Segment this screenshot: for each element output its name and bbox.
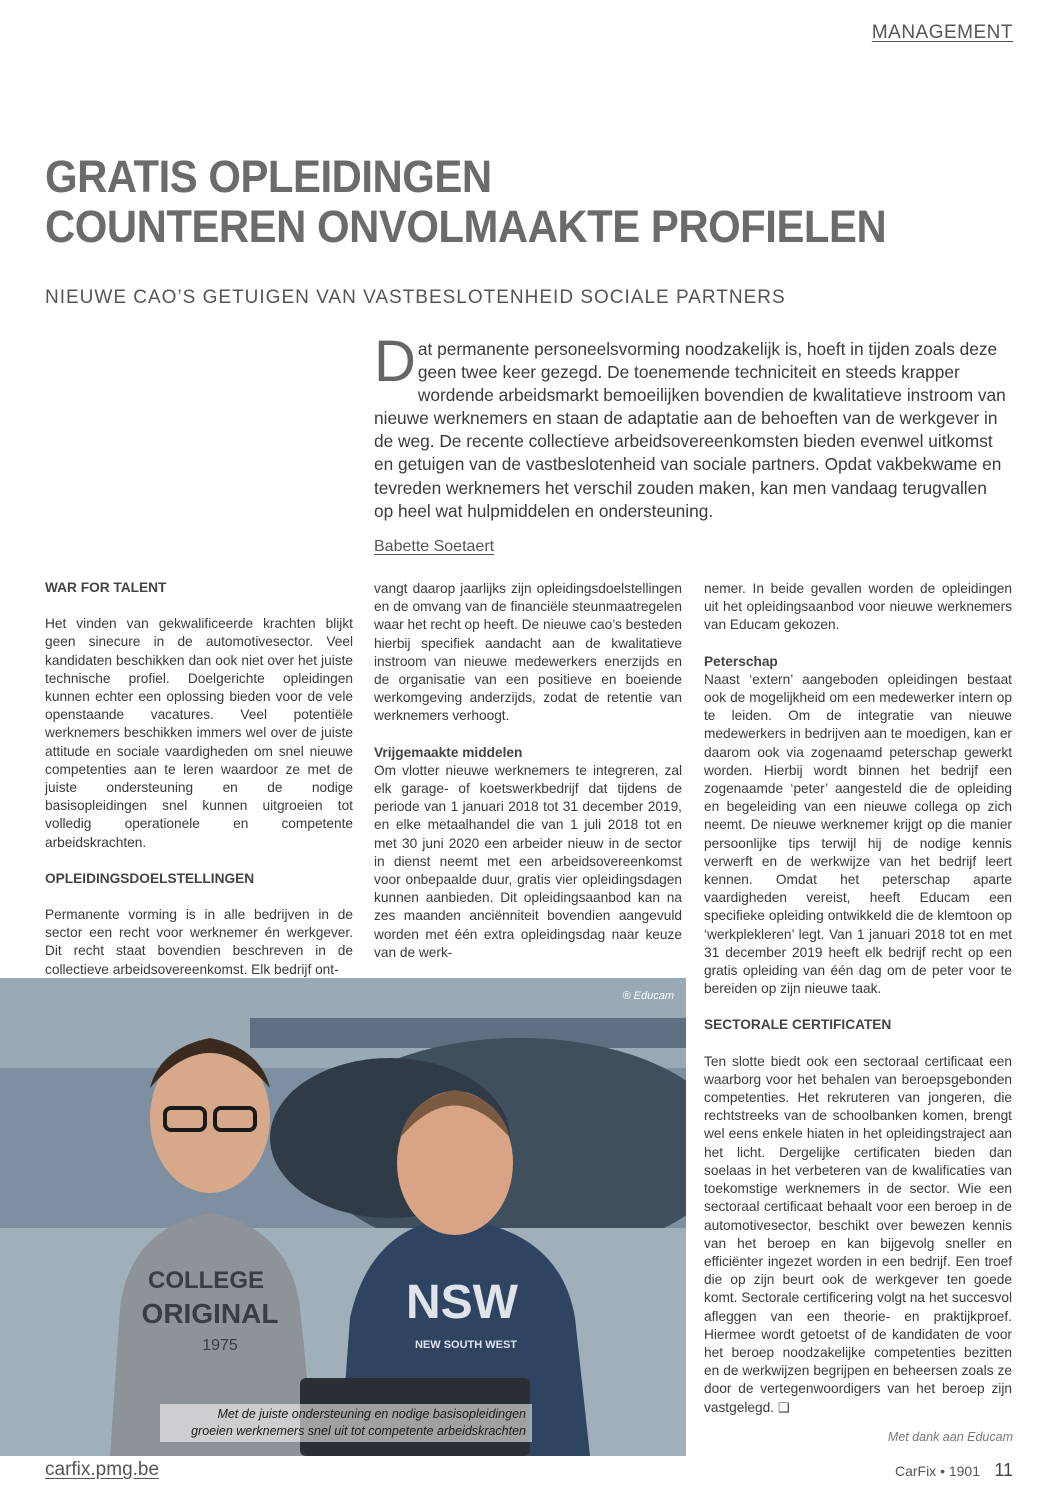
column-3 — [704, 580, 1012, 1417]
paragraph: Naast ‘extern’ aangeboden opleidingen bestaat ook de mogelijkheid om een medewerker intern op te leiden. Om de integratie van nieuwe medewerkers in bedrijven aan te moedigen, kan er daarom ook via zogenaamd peterschap gewerkt worden. Hierbij wordt binnen het bedrijf een zogenaamde ‘peter’ aangesteld die de opleiding en begeleiding van een nieuwe collega op zich neemt. De nieuwe werknemer krijgt op die manier persoonlijke tips terwijl hij de nodige kennis verwerft en de werkwijze van het bedrijf leert kennen. Omdat het peterschap aparte vaardigheden vereist, heeft Educam een specifieke opleiding ontwikkeld die de klemtoon op ‘werkplekleren’ legt. Van 1 januari 2018 tot en met 31 december 2019 heeft elk bedrijf recht op een gratis opleiding van één dag om de peter voor te bereiden op zijn nieuwe taak. — [704, 671, 1012, 997]
section-tag: MANAGEMENT — [871, 22, 1013, 43]
column-1 — [45, 579, 353, 979]
intro-text: at permanente personeelsvorming noodzakelijk is, hoeft in tijden zoals deze geen twee keer gezegd. De toenemende techniciteit en steeds krapper wordende arbeidsmarkt bemoeilijken bovendien de kwalitatieve instroom van nieuwe werknemers en staan de adaptatie aan de behoeften van de werkgever in de weg. De recente collectieve arbeidsovereenkomsten bieden evenwel uitkomst en getuigen van de vastbeslotenheid van sociale partners. Opdat vakbekwame en tevreden werknemers het verschil zouden maken, kan men vandaag terugvallen op heel wat hulpmiddelen en ondersteuning. — [374, 339, 1006, 521]
article-photo — [0, 978, 686, 1456]
article-subtitle: NIEUWE CAO’S GETUIGEN VAN VASTBESLOTENHEID SOCIALE PARTNERS — [45, 287, 786, 308]
title-line-2: COUNTEREN ONVOLMAAKTE PROFIELEN — [45, 201, 887, 252]
heading-opleidingsdoelstellingen: OPLEIDINGSDOELSTELLINGEN — [45, 870, 255, 886]
paragraph: Permanente vorming is in alle bedrijven in de sector een recht voor werknemer én werkgever. Dit recht staat bovendien beschreven in de collectieve arbeidsovereenkomst. Elk bedrijf ont- — [45, 907, 353, 977]
column-2 — [374, 580, 682, 962]
page-number: 11 — [994, 1460, 1013, 1480]
shirt-text-1: COLLEGE — [147, 1267, 265, 1294]
shirt-text-4: NSW — [406, 1276, 518, 1329]
photo-illustration — [0, 978, 686, 1456]
caption-line-1: Met de juiste ondersteuning en nodige basisopleidingen — [217, 1407, 526, 1421]
shirt-text-2: ORIGINAL — [141, 1298, 279, 1329]
caption-line-2: groeien werknemers snel uit tot competente arbeidskrachten — [191, 1424, 526, 1438]
footer-website-link[interactable]: carfix.pmg.be — [45, 1459, 160, 1480]
heading-vrijgemaakte-middelen: Vrijgemaakte middelen — [374, 744, 523, 760]
paragraph: vangt daarop jaarlijks zijn opleidingsdoelstellingen en de omvang van de financiële steunmaatregelen waar het recht op heeft. De nieuwe cao’s besteden hierbij specifiek aandacht aan de kwalitatieve instroom van nieuwe medewerkers enerzijds en de organisatie van een positieve en boeiende werkomgeving anderzijds, zodat de retentie van werknemers verhoogt. — [374, 581, 682, 724]
title-line-1: GRATIS OPLEIDINGEN — [45, 151, 492, 202]
footer-magazine-issue: CarFix • 1901 — [894, 1463, 980, 1479]
heading-sectorale-certificaten: SECTORALE CERTIFICATEN — [704, 1017, 892, 1033]
photo-credit: ® Educam — [622, 990, 674, 1002]
acknowledgement: Met dank aan Educam — [887, 1430, 1013, 1444]
photo-caption — [160, 1404, 532, 1442]
heading-peterschap: Peterschap — [704, 653, 778, 669]
paragraph-text: Ten slotte biedt ook een sectoraal certificaat een waarborg voor het behalen van beroepsgebonden competenties. Het rekruteren van jongeren, die rechtstreeks van de schoolbanken komen, brengt wel eens enkele hiaten in het opleidingstraject aan het licht. Dergelijke certificaten bieden dan soelaas in het verbeteren van de kwalificaties van toekomstige werknemers in de sector. Wie een sectoraal certificaat behaalt voor een beroep in de automotivesector, beschikt over bewezen kennis van het beroep en kan bijgevolg sneller en efficiënter ingezet worden in een bedrijf. Een troef die op zijn beurt ook de werkgever ten goede komt. Sectorale certificering volgt na het succesvol afleggen van een theorie- en praktijkproef. Hiermee wordt getoetst of de kandidaten de voor het beroep noodzakelijke competenties bezitten en de werkwijzen begrijpen en beheersen zoals ze door de vertegenwoordigers van het beroep zijn vastgelegd. — [704, 1053, 1012, 1415]
intro-paragraph — [374, 329, 1010, 523]
drop-cap: D — [374, 329, 416, 394]
shirt-text-3: 1975 — [202, 1337, 238, 1354]
end-mark-icon: ❑ — [777, 1399, 790, 1415]
paragraph: Om vlotter nieuwe werknemers te integreren, zal elk garage- of koetswerkbedrijf dat tijdens de periode van 1 januari 2018 tot 31 december 2019, en elke metaalhandel die van 1 juli 2018 tot en met 30 juni 2020 een arbeider nieuw in de sector in dienst neemt met een arbeidsovereenkomst voor onbepaalde duur, gratis vier opleidingsdagen kunnen aanbieden. Dit opleidingsaanbod kan na zes maanden anciënniteit bovendien aangevuld worden met één extra opleidingsdag naar keuze van de werk- — [374, 762, 682, 960]
shirt-text-5: NEW SOUTH WEST — [414, 1339, 518, 1351]
paragraph: nemer. In beide gevallen worden de opleidingen uit het opleidingsaanbod voor nieuwe werknemers van Educam gekozen. — [704, 581, 1012, 633]
article-title — [45, 152, 956, 252]
heading-war-for-talent: WAR FOR TALENT — [45, 580, 167, 595]
author-byline: Babette Soetaert — [374, 538, 495, 555]
paragraph — [704, 1053, 1012, 1417]
paragraph: Het vinden van gekwalificeerde krachten blijkt geen sinecure in de automotivesector. Veel kandidaten beschikken dan ook niet over het juiste technische profiel. Doelgerichte opleidingen kunnen echter een oplossing bieden voor de vele openstaande vacatures. Veel potentiële werknemers beschikken immers wel over de juiste attitude en sociale vaardigheden om snel nieuwe competenties aan te leren waardoor ze met de juiste ondersteuning en de nodige basisopleidingen snel kunnen uitgroeien tot volledig operationele en competente arbeidskrachten. — [45, 616, 353, 850]
